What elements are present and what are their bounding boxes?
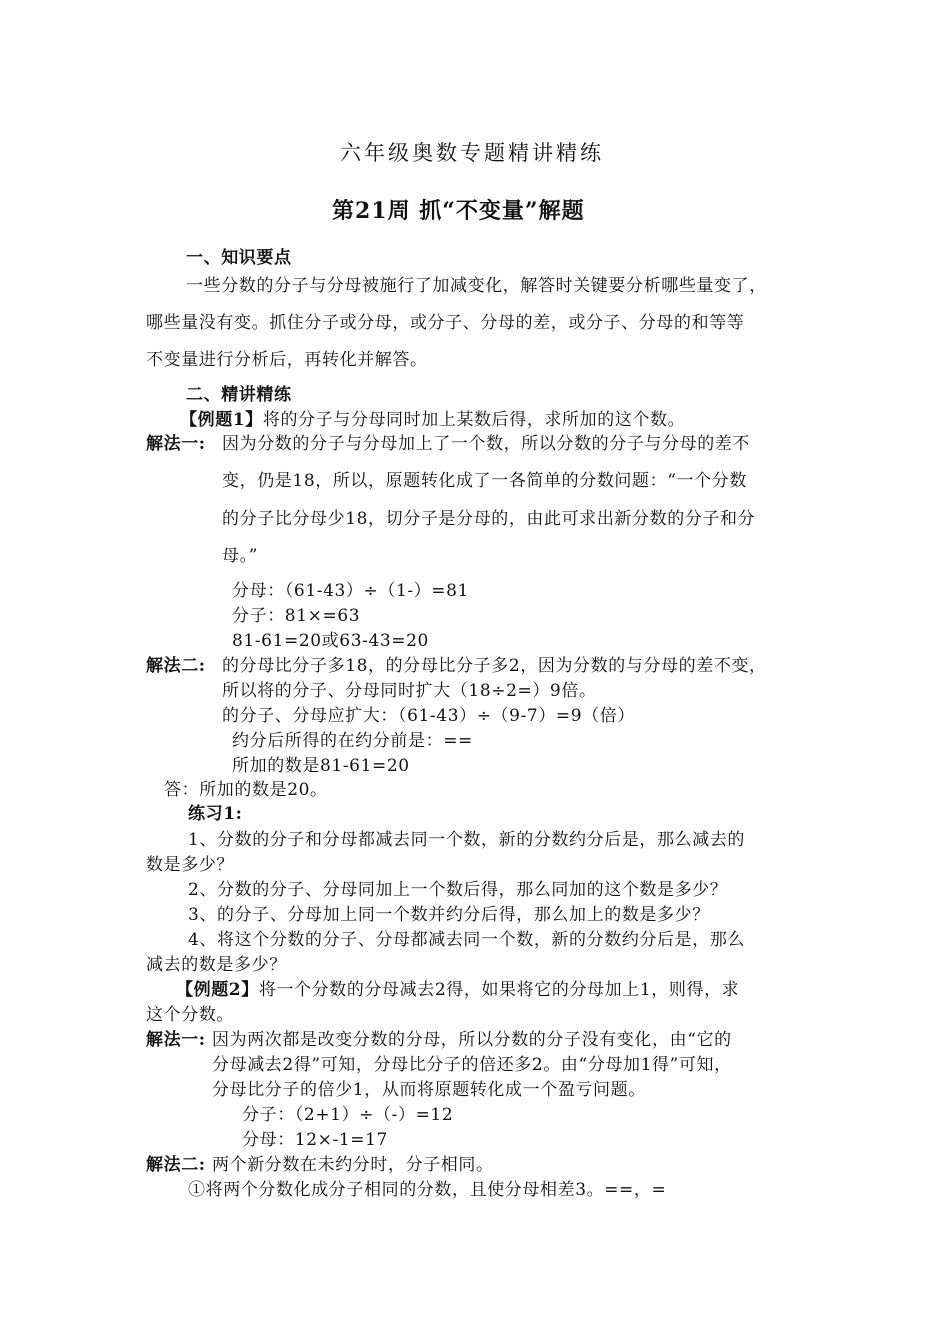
- example-2-method-2-line: ①将两个分数化成分子相同的分数，且使分母相差3。==，=: [188, 1180, 667, 1200]
- calculation-line: 分母：（61-43）÷（1-）=81: [232, 581, 469, 601]
- method-1-line: 母。”: [222, 546, 258, 566]
- example-2-tag: 【例题2】: [176, 980, 259, 1000]
- example-2-text-cont: 这个分数。: [146, 1005, 234, 1025]
- practice-question: 4、将这个分数的分子、分母都减去同一个数，新的分数约分后是，那么: [188, 930, 746, 950]
- method-2-line: 所以将的分子、分母同时扩大（18÷2=）9倍。: [222, 681, 597, 701]
- example-1-text: 将的分子与分母同时加上某数后得，求所加的这个数。: [262, 410, 686, 430]
- calculation-line: 分母：12×-1=17: [242, 1130, 388, 1150]
- example-2-method-1-line: 因为两次都是改变分数的分母，所以分数的分子没有变化，由“它的: [212, 1030, 732, 1050]
- method-1-label: 解法一:: [146, 434, 206, 454]
- method-2-label: 解法二:: [146, 656, 206, 676]
- example-2: [176, 979, 739, 1001]
- series-title: 六年级奥数专题精讲精练: [340, 141, 604, 165]
- method-2-line: 的分子、分母应扩大：（61-43）÷（9-7）=9（倍）: [222, 706, 635, 726]
- calculation-line: 81-61=20或63-43=20: [232, 631, 429, 651]
- practice-question: 3、的分子、分母加上同一个数并约分后得，那么加上的数是多少？: [188, 905, 710, 925]
- lesson-title: 第21周 抓“不变量”解题: [332, 198, 585, 224]
- method-1-line: 的分子比分母少18，切分子是分母的，由此可求出新分数的分子和分: [222, 509, 756, 529]
- example-2-method-2-label: 解法二:: [146, 1155, 206, 1175]
- example-2-method-1-line: 分母比分子的倍少1，从而将原题转化成一个盈亏问题。: [212, 1080, 646, 1100]
- practice-question: 2、分数的分子、分母同加上一个数后得，那么同加的这个数是多少？: [188, 880, 728, 900]
- method-2-line: 所加的数是81-61=20: [232, 756, 410, 776]
- practice-question-cont: 减去的数是多少？: [146, 955, 287, 975]
- answer-line: 答：所加的数是20。: [164, 780, 328, 800]
- method-1-line: 变，仍是18，所以，原题转化成了一各简单的分数问题：“一个分数: [222, 471, 747, 491]
- calculation-line: 分子：81×=63: [232, 606, 361, 626]
- example-2-method-1-line: 分母减去2得”可知，分母比分子的倍还多2。由“分母加1得”可知，: [212, 1055, 732, 1075]
- calculation-line: 分子：（2+1）÷（-）=12: [242, 1105, 454, 1125]
- section-heading-practice: 二、精讲精练: [186, 385, 292, 405]
- paragraph-line: 哪些量没有变。抓住分子或分母，或分子、分母的差，或分子、分母的和等等: [146, 313, 745, 333]
- practice-heading: 练习1:: [188, 804, 243, 824]
- method-1-line: 因为分数的分子与分母加上了一个数，所以分数的分子与分母的差不: [222, 434, 750, 454]
- section-heading-key-points: 一、知识要点: [186, 248, 292, 268]
- practice-question: 1、分数的分子和分母都减去同一个数，新的分数约分后是，那么减去的: [188, 830, 746, 850]
- example-1-tag: 【例题1】: [180, 410, 263, 430]
- method-2-line: 的分母比分子多18，的分母比分子多2，因为分数的与分母的差不变，: [222, 656, 767, 676]
- method-2-line: 约分后所得的在约分前是：==: [232, 731, 473, 751]
- example-2-method-1-label: 解法一:: [146, 1030, 206, 1050]
- example-1: [180, 409, 685, 431]
- example-2-text: 将一个分数的分母减去2得，如果将它的分母加上1，则得，求: [258, 980, 740, 1000]
- paragraph-line: 一些分数的分子与分母被施行了加减变化，解答时关键要分析哪些量变了，: [186, 276, 767, 296]
- practice-question-cont: 数是多少？: [146, 855, 234, 875]
- paragraph-line: 不变量进行分析后，再转化并解答。: [146, 350, 428, 370]
- example-2-method-2-line: 两个新分数在未约分时，分子相同。: [212, 1155, 494, 1175]
